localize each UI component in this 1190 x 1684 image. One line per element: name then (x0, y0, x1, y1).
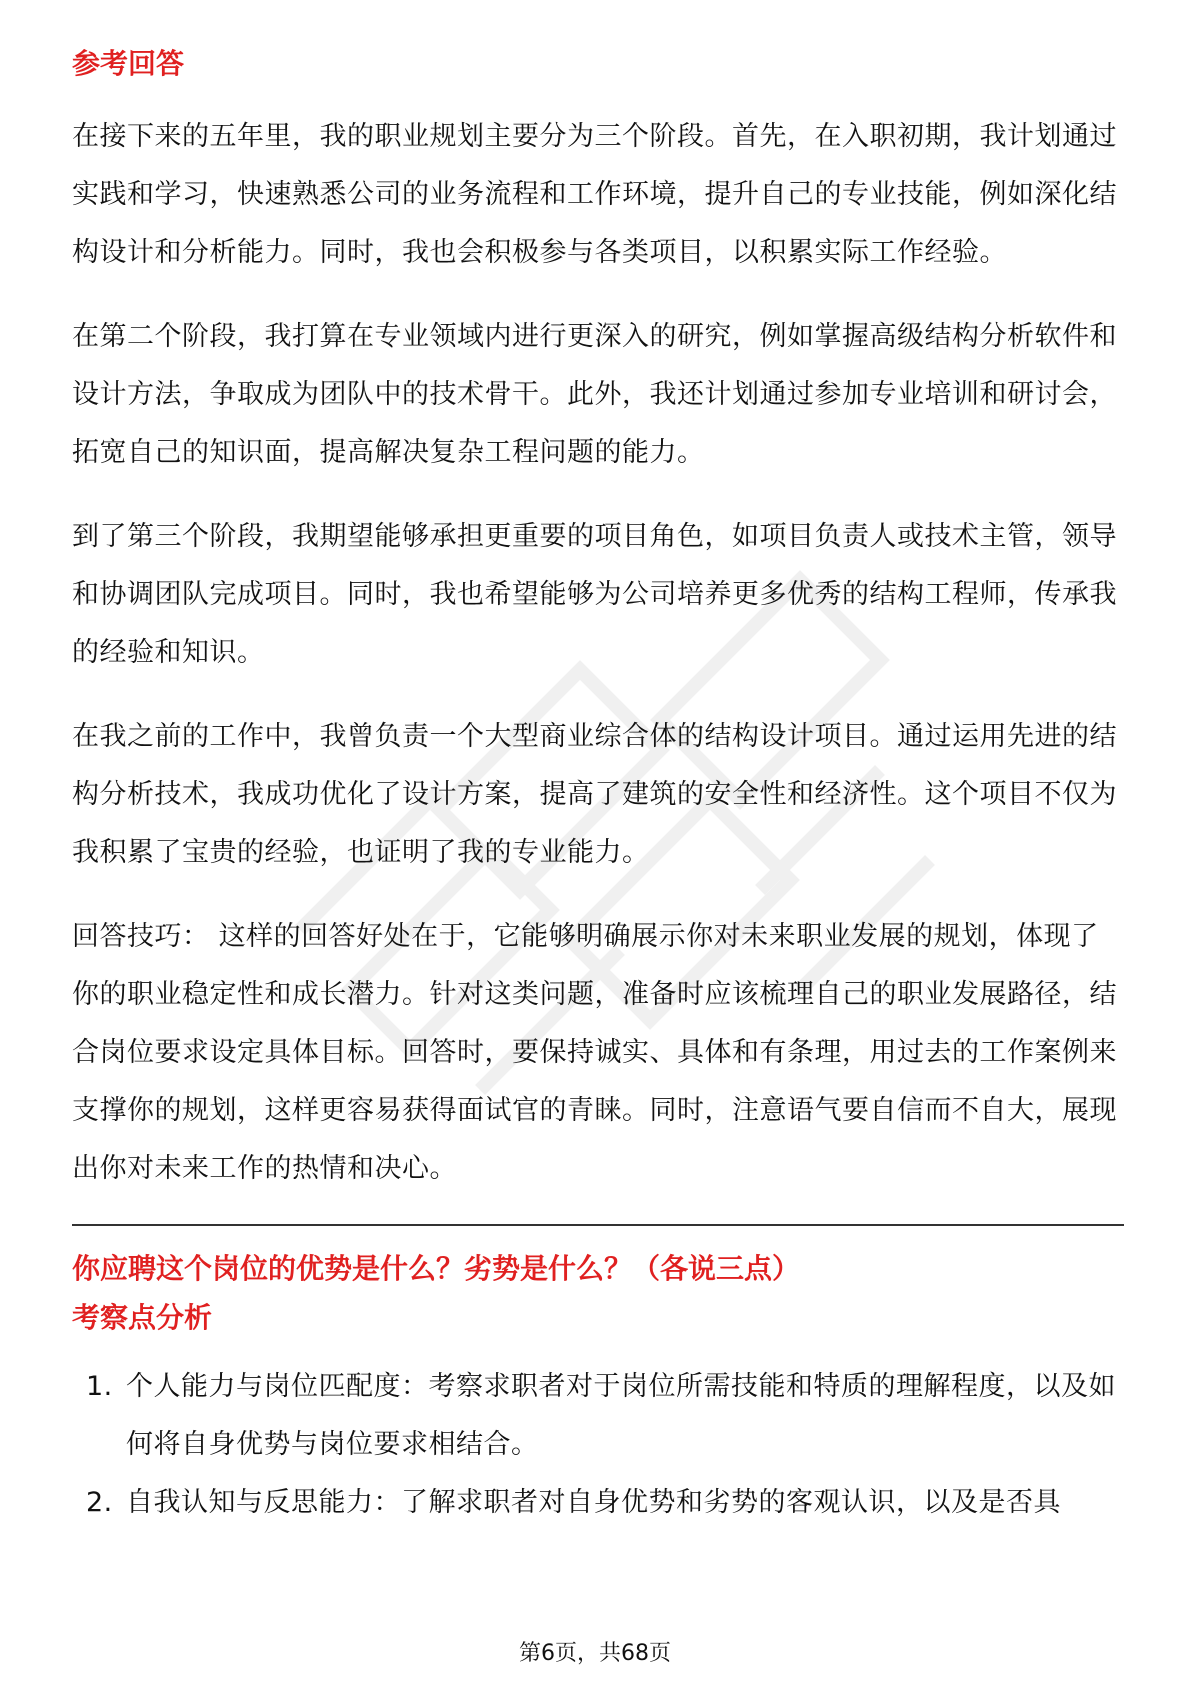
page-number-footer: 第6页，共68页 (519, 1641, 671, 1666)
analysis-heading: 考察点分析 (72, 1301, 213, 1334)
list-item-text: 个人能力与岗位匹配度：考察求职者对于岗位所需技能和特质的理解程度，以及如何将自身优势与岗位要求相结合。 (126, 1371, 1116, 1460)
answer-paragraph-2: 在第二个阶段，我打算在专业领域内进行更深入的研究，例如掌握高级结构分析软件和设计方法，争取成为团队中的技术骨干。此外，我还计划通过参加专业培训和研讨会，拓宽自己的知识面，提高解决复杂工程问题的能力。 (72, 321, 1117, 468)
reference-answer-heading: 参考回答 (72, 47, 185, 80)
question-title: 你应聘这个岗位的优势是什么？劣势是什么？（各说三点） (72, 1252, 801, 1285)
list-item-text: 自我认知与反思能力：了解求职者对自身优势和劣势的客观认识，以及是否具 (126, 1487, 1061, 1518)
list-item-number: 2. (86, 1487, 113, 1518)
answer-paragraph-3: 到了第三个阶段，我期望能够承担更重要的项目角色，如项目负责人或技术主管，领导和协调团队完成项目。同时，我也希望能够为公司培养更多优秀的结构工程师，传承我的经验和知识。 (72, 521, 1117, 668)
list-item-number: 1. (86, 1371, 113, 1402)
answer-paragraph-1: 在接下来的五年里，我的职业规划主要分为三个阶段。首先，在入职初期，我计划通过实践和学习，快速熟悉公司的业务流程和工作环境，提升自己的专业技能，例如深化结构设计和分析能力。同时，我也会积极参与各类项目，以积累实际工作经验。 (72, 121, 1117, 268)
main-content (72, 44, 1122, 1532)
answer-tips-paragraph: 回答技巧： 这样的回答好处在于，它能够明确展示你对未来职业发展的规划，体现了你的职业稳定性和成长潜力。针对这类问题，准备时应该梳理自己的职业发展路径，结合岗位要求设定具体目标。回答时，要保持诚实、具体和有条理，用过去的工作案例来支撑你的规划，这样更容易获得面试官的青睐。同时，注意语气要自信而不自大，展现出你对未来工作的热情和决心。 (72, 921, 1117, 1184)
list-item (72, 1358, 1122, 1474)
analysis-list (72, 1358, 1122, 1532)
section-divider (72, 1224, 1124, 1226)
answer-paragraph-4: 在我之前的工作中，我曾负责一个大型商业综合体的结构设计项目。通过运用先进的结构分析技术，我成功优化了设计方案，提高了建筑的安全性和经济性。这个项目不仅为我积累了宝贵的经验，也证明了我的专业能力。 (72, 721, 1117, 868)
list-item (72, 1474, 1122, 1532)
